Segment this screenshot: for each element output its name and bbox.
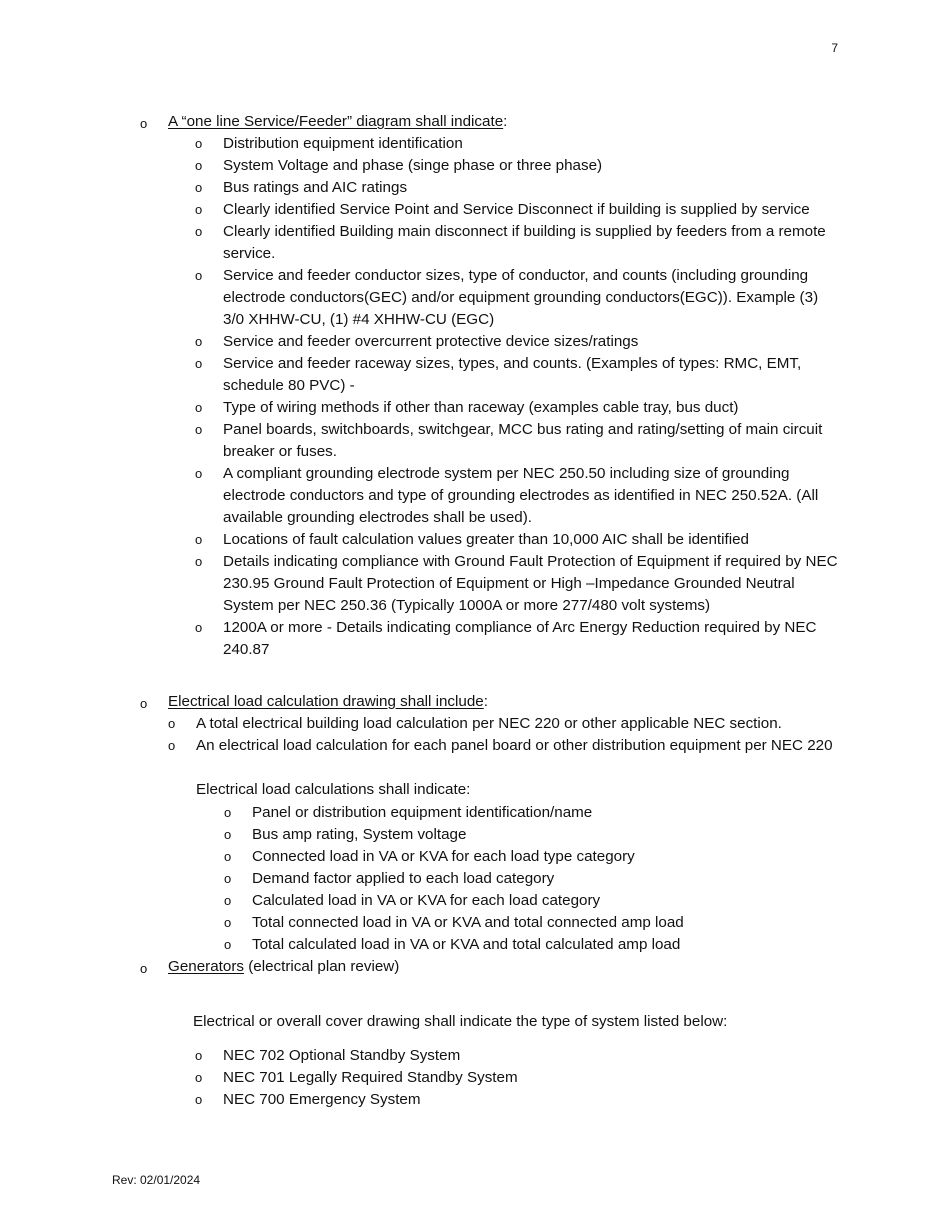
- bullet-icon: o: [195, 1070, 203, 1085]
- list-item: o Clearly identified Service Point and Service Disconnect if building is supplied by service: [223, 199, 841, 221]
- list-item: o Total connected load in VA or KVA and total connected amp load: [252, 912, 842, 934]
- bullet-icon: o: [195, 136, 203, 151]
- page-number: 7: [831, 41, 838, 55]
- list-item: o NEC 702 Optional Standby System: [223, 1045, 841, 1067]
- list-item: o 1200A or more - Details indicating compliance of Arc Energy Reduction required by NEC 240.87: [195, 619, 817, 658]
- list-item: o Panel boards, switchboards, switchgear, MCC bus rating and rating/setting of main circuit breaker or fuses.: [195, 421, 823, 460]
- bullet-icon: o: [195, 224, 203, 239]
- generators-list: [195, 1045, 841, 1111]
- bullet-icon: o: [195, 1048, 203, 1063]
- footer-revision: Rev: 02/01/2024: [112, 1173, 201, 1187]
- list-item: o System Voltage and phase (singe phase or three phase): [223, 155, 841, 177]
- bullet-icon: o: [224, 893, 232, 908]
- list-item: o A total electrical building load calculation per NEC 220 or other applicable NEC section.: [196, 713, 841, 735]
- list-item: o Distribution equipment identification: [223, 133, 841, 155]
- generators-heading: Generators (electrical plan review): [168, 958, 400, 975]
- list-item: o Type of wiring methods if other than raceway (examples cable tray, bus duct): [223, 397, 841, 419]
- bullet-icon: o: [195, 422, 203, 437]
- bullet-icon: o: [224, 827, 232, 842]
- bullet-icon: o: [224, 915, 232, 930]
- bullet-icon: o: [195, 466, 203, 481]
- list-item: o An electrical load calculation for each panel board or other distribution equipment per NEC 220: [196, 735, 841, 757]
- bullet-icon: o: [195, 180, 203, 195]
- list-item: o Details indicating compliance with Ground Fault Protection of Equipment if required by NEC 230.95 Ground Fault Protection of Equipment or High –Impedance Grounded Neutral System per NEC 250.36 (Typically 1000A or more 277/480 volt systems): [195, 553, 838, 614]
- bullet-icon: o: [195, 1092, 203, 1107]
- bullet-icon: o: [224, 805, 232, 820]
- load-calc-subheading: Electrical load calculations shall indicate:: [196, 781, 471, 798]
- list-item: o Service and feeder overcurrent protective device sizes/ratings: [223, 331, 841, 353]
- bullet-icon: o: [195, 400, 203, 415]
- list-item: o Total calculated load in VA or KVA and total calculated amp load: [252, 934, 842, 956]
- bullet-icon: o: [195, 202, 203, 217]
- bullet-icon: o: [140, 696, 148, 711]
- one-line-list: [195, 133, 841, 661]
- bullet-icon: o: [224, 849, 232, 864]
- bullet-icon: o: [224, 937, 232, 952]
- load-calc-sub-list: [224, 802, 842, 956]
- bullet-icon: o: [224, 871, 232, 886]
- one-line-heading: A “one line Service/Feeder” diagram shall indicate:: [168, 113, 508, 130]
- list-item: o Locations of fault calculation values greater than 10,000 AIC shall be identified: [223, 529, 841, 551]
- bullet-icon: o: [195, 268, 203, 283]
- bullet-icon: o: [195, 158, 203, 173]
- list-item: o Bus ratings and AIC ratings: [223, 177, 841, 199]
- bullet-icon: o: [195, 620, 203, 635]
- bullet-icon: o: [195, 532, 203, 547]
- bullet-icon: o: [195, 554, 203, 569]
- list-item: o NEC 700 Emergency System: [223, 1089, 841, 1111]
- list-item: o Bus amp rating, System voltage: [252, 824, 842, 846]
- generators-intro: Electrical or overall cover drawing shall indicate the type of system listed below:: [193, 1013, 728, 1030]
- list-item: o Connected load in VA or KVA for each load type category: [252, 846, 842, 868]
- list-item: o Demand factor applied to each load category: [252, 868, 842, 890]
- bullet-icon: o: [195, 334, 203, 349]
- bullet-icon: o: [195, 356, 203, 371]
- list-item: o NEC 701 Legally Required Standby System: [223, 1067, 841, 1089]
- list-item: o Service and feeder raceway sizes, types, and counts. (Examples of types: RMC, EMT, schedule 80 PVC) -: [195, 355, 802, 394]
- load-calc-list: [168, 713, 841, 757]
- bullet-icon: o: [168, 716, 176, 731]
- list-item: o Clearly identified Building main disconnect if building is supplied by feeders from a remote service.: [195, 223, 826, 262]
- bullet-icon: o: [140, 961, 148, 976]
- bullet-icon: o: [168, 738, 176, 753]
- list-item: o A compliant grounding electrode system per NEC 250.50 including size of grounding electrode conductors and type of grounding electrodes as identified in NEC 250.52A. (All available grounding electrodes shall be used).: [195, 465, 819, 526]
- list-item: o Service and feeder conductor sizes, type of conductor, and counts (including grounding electrode conductors(GEC) and/or equipment grounding conductors(EGC)). Example (3) 3/0 XHHW-CU, (1) #4 XHHW-CU (EGC): [195, 267, 819, 328]
- load-calc-heading: Electrical load calculation drawing shall include:: [168, 693, 488, 710]
- list-item: o Panel or distribution equipment identification/name: [252, 802, 842, 824]
- bullet-icon: o: [140, 116, 148, 131]
- list-item: o Calculated load in VA or KVA for each load category: [252, 890, 842, 912]
